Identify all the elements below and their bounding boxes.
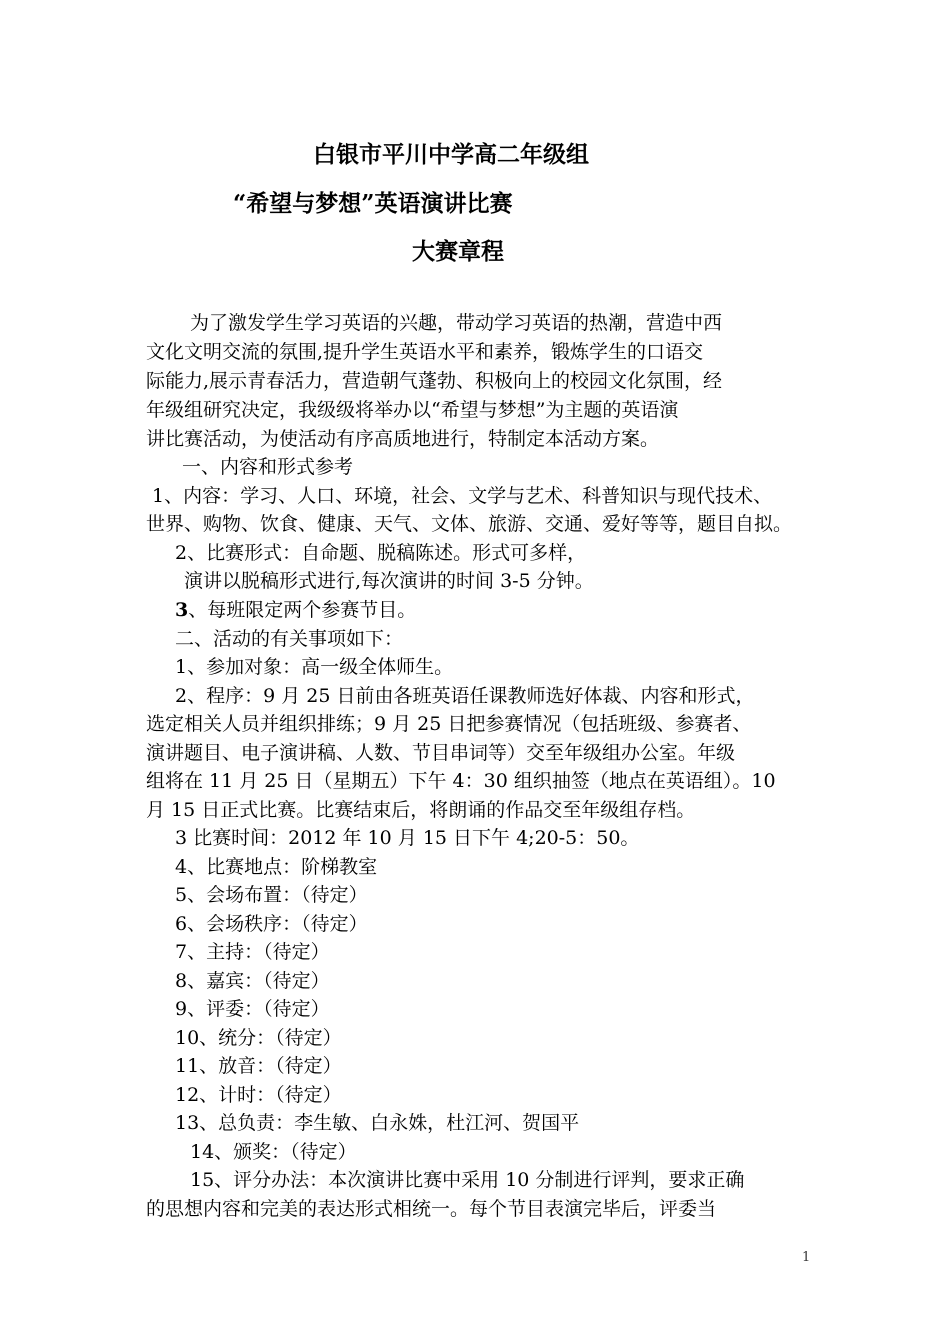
title-contest: “希望与梦想”英语演讲比赛: [233, 190, 513, 217]
item-line: 4、比赛地点：阶梯教室: [175, 856, 378, 878]
intro-line: 文化文明交流的氛围,提升学生英语水平和素养，锻炼学生的口语交: [146, 341, 704, 363]
intro-line: 年级组研究决定，我级级将举办以“希望与梦想”为主题的英语演: [146, 399, 679, 421]
form-line: 2、比赛形式：自命题、脱稿陈述。形式可多样，: [175, 542, 587, 564]
content-line: 世界、购物、饮食、健康、天气、文体、旅游、交通、爱好等等，题目自拟。: [146, 513, 793, 535]
item-line: 月 15 日正式比赛。比赛结束后，将朗诵的作品交至年级组存档。: [146, 799, 696, 821]
item-line: 12、计时：（待定）: [175, 1084, 342, 1106]
quota-line: [175, 596, 416, 624]
section1-heading: 一、内容和形式参考: [182, 456, 354, 478]
item-line: 15、评分办法：本次演讲比赛中采用 10 分制进行评判，要求正确: [190, 1169, 745, 1191]
item-line: 5、会场布置：（待定）: [175, 884, 368, 906]
item-line: 3 比赛时间：2012 年 10 月 15 日下午 4;20-5：50。: [175, 827, 640, 849]
item-line: 选定相关人员并组织排练；9 月 25 日把参赛情况（包括班级、参赛者、: [146, 713, 752, 735]
item-line: 9、评委：（待定）: [175, 998, 330, 1020]
item-line: 组将在 11 月 25 日（星期五）下午 4：30 组织抽签（地点在英语组）。10: [146, 770, 776, 792]
content-line: 1、内容：学习、人口、环境，社会、文学与艺术、科普知识与现代技术、: [152, 485, 773, 507]
intro-line: 讲比赛活动，为使活动有序高质地进行，特制定本活动方案。: [146, 428, 660, 450]
item-line: 11、放音：（待定）: [175, 1055, 342, 1077]
item-line: 演讲题目、电子演讲稿、人数、节目串词等）交至年级组办公室。年级: [146, 742, 736, 764]
item-line: 6、会场秩序：（待定）: [175, 913, 368, 935]
item-line: 14、颁奖：（待定）: [190, 1141, 357, 1163]
intro-line: 际能力,展示青春活力，营造朝气蓬勃、积极向上的校园文化氛围，经: [146, 370, 723, 392]
title-rules: 大赛章程: [412, 238, 504, 265]
item-line: 7、主持：（待定）: [175, 941, 330, 963]
item-line: 10、统分：（待定）: [175, 1027, 342, 1049]
quota-text: 、每班限定两个参赛节目。: [188, 599, 417, 621]
title-school: 白银市平川中学高二年级组: [313, 141, 589, 168]
item-line: 1、参加对象：高一级全体师生。: [175, 656, 454, 678]
item-line: 2、程序：9 月 25 日前由各班英语任课教师选好体裁、内容和形式，: [175, 685, 755, 707]
quota-number: 3: [175, 599, 189, 621]
item-line: 的思想内容和完美的表达形式相统一。每个节目表演完毕后，评委当: [146, 1198, 717, 1220]
item-line: 8、嘉宾：（待定）: [175, 970, 330, 992]
form-line: 演讲以脱稿形式进行,每次演讲的时间 3-5 分钟。: [184, 570, 594, 592]
intro-line: 为了激发学生学习英语的兴趣，带动学习英语的热潮，营造中西: [190, 312, 723, 334]
page-number: 1: [802, 1250, 811, 1265]
section2-heading: 二、活动的有关事项如下：: [175, 628, 404, 650]
item-line: 13、总负责：李生敏、白永姝，杜江河、贺国平: [175, 1112, 580, 1134]
